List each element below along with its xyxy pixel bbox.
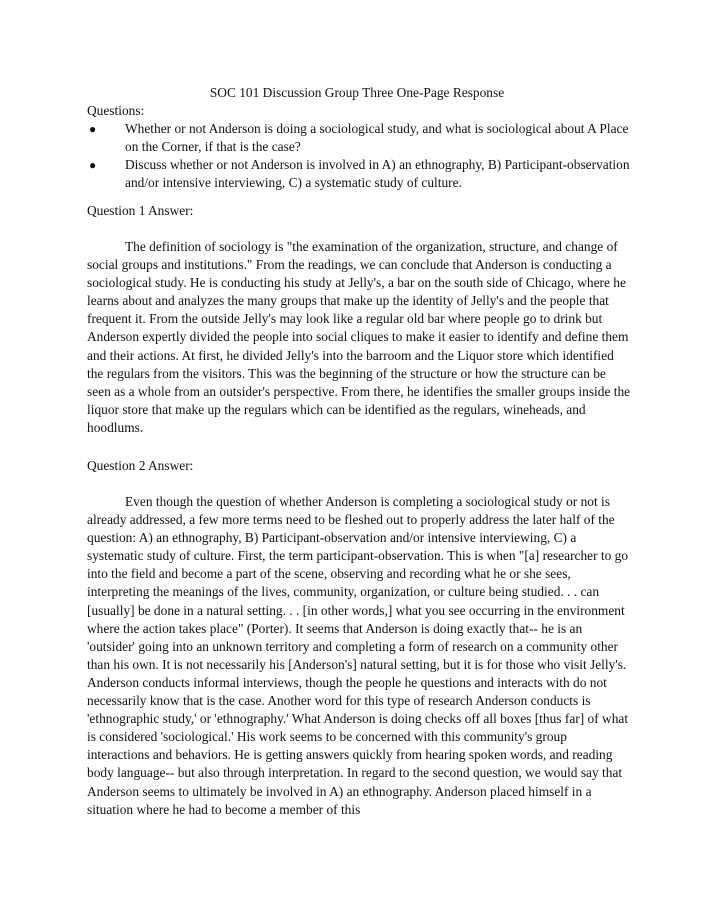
page-title: SOC 101 Discussion Group Three One-Page Response: [209, 85, 505, 100]
answer1-paragraph: The definition of sociology is "the examination of the organization, structure, and change of social groups and institutions." From the readings, we can conclude that Anderson is conducting a sociological study. He is conducting his study at Jelly's, a bar on the south side of Chicago, where he learns about and analyzes the many groups that make up the identity of Jelly's and the people that frequent it. From the outside Jelly's may look like a regular old bar where people go to drink but Anderson expertly divided the people into social cliques to make it easier to identify and define them and their actions. At first, he divided Jelly's into the barroom and the Liquor store which identified the regulars from the visitors. This was the beginning of the structure or how the structure can be seen as a whole from an outsider's perspective. From there, he identifies the smaller groups inside the liquor store that make up the regulars which can be identified as the regulars, wineheads, and hoodlums.: [87, 239, 631, 435]
bullet-icon: ●: [89, 122, 97, 136]
question-text: Discuss whether or not Anderson is involved in A) an ethnography, B) Participant-observation and/or intensive interviewing, C) a systematic study of culture.: [125, 157, 630, 191]
answer1-heading: Question 1 Answer:: [87, 203, 194, 218]
answer2-heading: Question 2 Answer:: [87, 458, 194, 473]
question-text: Whether or not Anderson is doing a sociological study, and what is sociological about A Place on the Corner, if that is the case?: [125, 121, 629, 155]
answer2-paragraph: Even though the question of whether Anderson is completing a sociological study or not is already addressed, a few more terms need to be fleshed out to properly address the later half of the question: A) an ethnography, B) Participant-observation and/or intensive interviewing, C) a systematic study of culture. First, the term participant-observation. This is when "[a] researcher to go into the field and become a part of the scene, observing and recording what he or she sees, interpreting the meanings of the lives, community, organization, or culture being studied. . . can [usually] be done in a natural setting. . . [in other words,] what you see occurring in the environment where the action takes place" (Porter). It seems that Anderson is doing exactly that-- he is an 'outsider' going into an unknown territory and completing a form of research on a community other than his own. It is not necessarily his [Anderson's] natural setting, but it is for those who visit Jelly's. Anderson conducts informal interviews, though the people he questions and interacts with do not necessarily know that is the case. Another word for this type of research Anderson conducts is 'ethnographic study,' or 'ethnography.' What Anderson is doing checks off all boxes [thus far] of what is considered 'sociological.' His work seems to be concerned with this community's group interactions and behaviors. He is getting answers quickly from hearing spoken words, and reading body language-- but also through interpretation. In regard to the second question, we would say that Anderson seems to ultimately be involved in A) an ethnography. Anderson placed himself in a situation where he had to become a member of this: [87, 494, 629, 817]
questions-label: Questions:: [87, 103, 145, 118]
list-item: [87, 156, 632, 192]
bullet-icon: ●: [89, 158, 97, 173]
questions-list: [87, 120, 632, 192]
list-item: [87, 120, 632, 156]
